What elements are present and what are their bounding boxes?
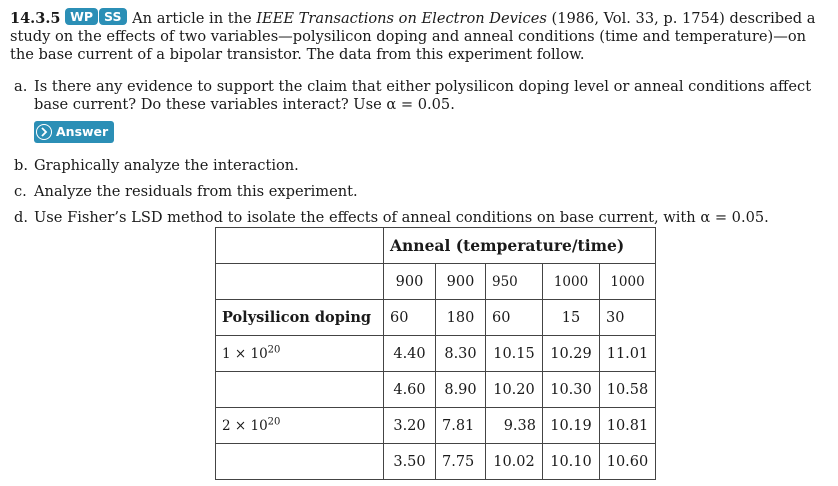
doping-level-cell: $1 \times 10^{20}$ [216, 336, 384, 372]
data-cell: 10.10 [543, 444, 600, 480]
data-cell: 10.60 [600, 444, 656, 480]
data-cell: 8.30 [436, 336, 486, 372]
time-cell: 60 [486, 300, 543, 336]
part-a-text: Is there any evidence to support the claim that either polysilicon doping level or anneal conditions affect base current? Do these variables interact? Use α = 0.05. [34, 78, 812, 113]
doping-header: Polysilicon doping [216, 300, 384, 336]
data-cell: 4.60 [384, 372, 436, 408]
part-b-letter: b. [14, 157, 28, 174]
part-a [14, 78, 832, 122]
data-cell: 3.20 [384, 408, 436, 444]
data-cell: 11.01 [600, 336, 656, 372]
data-cell: 10.19 [543, 408, 600, 444]
intro-text-start: An article in the [132, 10, 257, 27]
wp-badge[interactable]: WP [65, 8, 98, 25]
temperature-cell: 1000 [543, 264, 600, 300]
table-row [216, 372, 656, 408]
data-cell: 7.75 [436, 444, 486, 480]
table-row [216, 228, 656, 264]
table-cell-empty [216, 228, 384, 264]
data-cell: 10.81 [600, 408, 656, 444]
problem-number: 14.3.5 [10, 10, 61, 27]
part-d-letter: d. [14, 209, 28, 226]
table-cell-empty [216, 444, 384, 480]
temperature-cell: 950 [486, 264, 543, 300]
part-c-text: Analyze the residuals from this experiment. [34, 183, 358, 200]
problem-statement [10, 8, 834, 64]
data-cell: 10.58 [600, 372, 656, 408]
data-cell: 10.30 [543, 372, 600, 408]
data-table [215, 227, 656, 480]
time-cell: 15 [543, 300, 600, 336]
intro-text-end: (1986, Vol. 33, p. 1754) described a study on the effects of two variables—polysilicon doping and anneal conditions (time and temperature)—on the base current of a bipolar transistor. The data from this experiment follow. [10, 10, 816, 63]
temperature-cell: 1000 [600, 264, 656, 300]
table-row [216, 444, 656, 480]
table-row-temperatures [216, 264, 656, 300]
part-a-letter: a. [14, 78, 28, 95]
chevron-right-icon [36, 124, 52, 140]
temperature-cell: 900 [436, 264, 486, 300]
doping-level-cell: $2 \times 10^{20}$ [216, 408, 384, 444]
data-cell: 7.81 [436, 408, 486, 444]
data-cell: 3.50 [384, 444, 436, 480]
data-cell: 10.02 [486, 444, 543, 480]
time-cell: 60 [384, 300, 436, 336]
table-row-times [216, 300, 656, 336]
part-d-text: Use Fisher’s LSD method to isolate the effects of anneal conditions on base current, with α = 0.05. [34, 209, 769, 226]
problem-intro [10, 8, 834, 64]
ss-badge[interactable]: SS [99, 8, 126, 25]
part-c [14, 183, 358, 201]
data-cell: 8.90 [436, 372, 486, 408]
time-cell: 30 [600, 300, 656, 336]
table-row [216, 408, 656, 444]
part-c-letter: c. [14, 183, 27, 200]
data-cell: 10.29 [543, 336, 600, 372]
time-cell: 180 [436, 300, 486, 336]
data-cell: 9.38 [486, 408, 543, 444]
data-cell: 10.20 [486, 372, 543, 408]
answer-button-label: Answer [56, 124, 109, 139]
anneal-header: Anneal (temperature/time) [384, 228, 656, 264]
part-b-text: Graphically analyze the interaction. [34, 157, 299, 174]
table-cell-empty [216, 372, 384, 408]
part-d [14, 209, 769, 227]
data-cell: 4.40 [384, 336, 436, 372]
table-cell-empty [216, 264, 384, 300]
answer-button[interactable] [34, 121, 114, 143]
table-row [216, 336, 656, 372]
journal-title: IEEE Transactions on Electron Devices [256, 10, 547, 27]
part-b [14, 157, 299, 175]
temperature-cell: 900 [384, 264, 436, 300]
data-cell: 10.15 [486, 336, 543, 372]
